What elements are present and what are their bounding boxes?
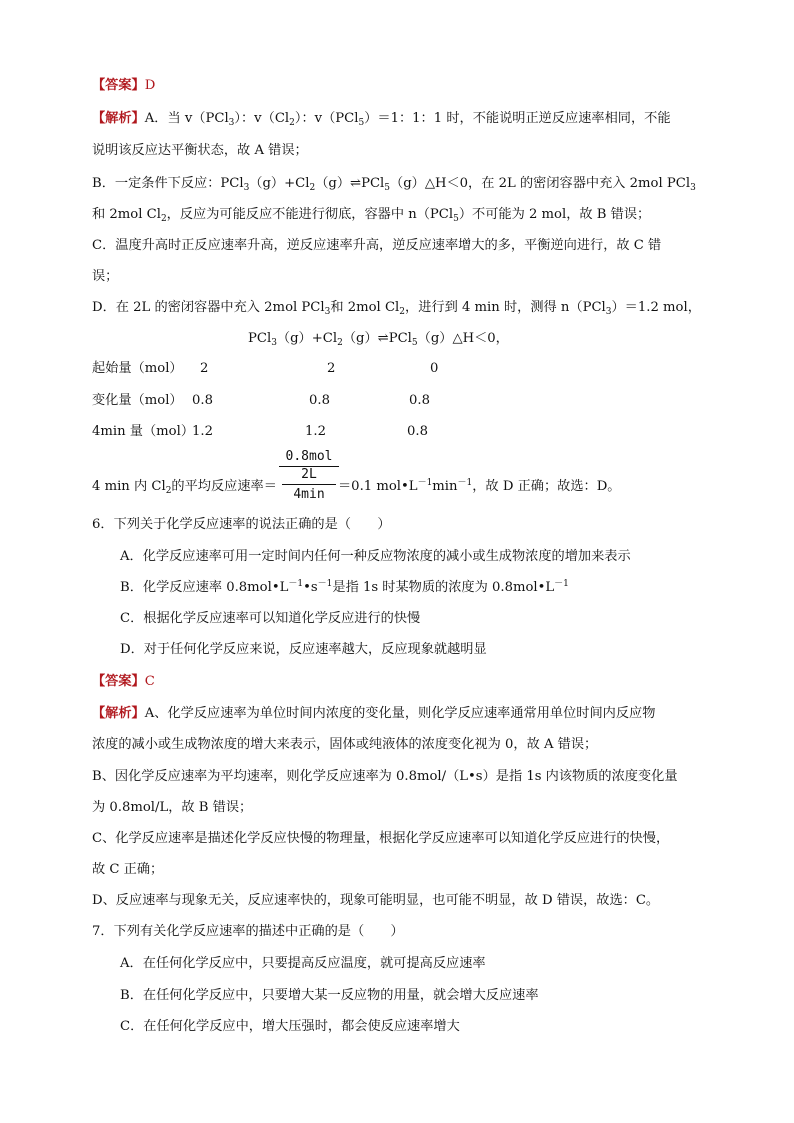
q6-analysis-line-4: 为 0.8mol/L，故 B 错误； bbox=[92, 800, 253, 815]
rate-fraction bbox=[279, 449, 339, 505]
q5-analysis-line-7: D．在 2L 的密闭容器中充入 2mol PCl$_3$和 2mol $Cl_2$，进行到 4 min 时，测得 n（PCl$_3$）＝1.2 mol， bbox=[92, 300, 701, 317]
q6-stem: 6．下列关于化学反应速率的说法正确的是（ ） bbox=[92, 517, 391, 532]
q6-option-b: B．化学反应速率 $0.8mol•L^{-1}•s^{-1}$是指 1s 时某物质的浓度为 $0.8mol•L^{-1}$ bbox=[120, 579, 569, 595]
table-cell: 0.8 bbox=[407, 424, 428, 439]
answer-label: 【答案】 bbox=[92, 78, 145, 93]
q5-analysis-line-4: 和 2mol $Cl_2$，反应为可能反应不能进行彻底，容器中 n（PCl$_5$）不可能为 2 mol，故 B 错误； bbox=[92, 207, 651, 224]
table-cell: 1.2 bbox=[192, 424, 213, 439]
q6-analysis-line-3: B、因化学反应速率为平均速率，则化学反应速率为 0.8mol/（L•s）是指 1s 内该物质的浓度变化量 bbox=[92, 769, 678, 784]
q6-analysis-line-7: D、反应速率与现象无关，反应速率快的，现象可能明显，也可能不明显，故 D 错误，故选：C。 bbox=[92, 893, 660, 908]
q7-option-b: B．在任何化学反应中，只要增大某一反应物的用量，就会增大反应速率 bbox=[120, 988, 539, 1003]
reaction-equation: $PCl_3(g)+Cl_2(g)\rightleftharpoons PCl_5(g)\triangle H<0$， bbox=[248, 331, 509, 348]
q5-analysis-line-3: B．一定条件下反应：$PCl_3(g)+Cl_2(g)\rightleftharpoons PCl_5(g)\triangle H<0$，在 2L 的密闭容器中充入 2mol PCl$_3$ bbox=[92, 176, 696, 193]
q5-analysis-line-5: C．温度升高时正反应速率升高，逆反应速率升高，逆反应速率增大的多，平衡逆向进行，故 C 错 bbox=[92, 238, 662, 253]
q6-analysis-line-6: 故 C 正确； bbox=[92, 862, 164, 877]
table-row: 4min 量（mol） bbox=[92, 424, 195, 439]
q5-analysis-line-1: 【解析】A．当 v（PCl$_3$）：$v(Cl_2)$：v（PCl$_5$）＝1：1：1 时，不能说明正逆反应速率相同，不能 bbox=[92, 111, 671, 128]
frac-bar-2 bbox=[282, 484, 336, 485]
table-cell: 0 bbox=[430, 361, 439, 376]
q6-option-d: D．对于任何化学反应来说，反应速率越大，反应现象就越明显 bbox=[120, 642, 487, 657]
table-row: 变化量（mol） bbox=[92, 393, 183, 408]
table-cell: 0.8 bbox=[309, 393, 330, 408]
q7-option-a: A．在任何化学反应中，只要提高反应温度，就可提高反应速率 bbox=[120, 956, 486, 971]
table-cell: 0.8 bbox=[192, 393, 213, 408]
frac-inner-denominator: 2L bbox=[301, 467, 317, 482]
rate-result: ＝0.1 $mol•L^{-1}\min^{-1}$，故 D 正确；故选：D。 bbox=[338, 478, 621, 494]
table-row: 起始量（mol） bbox=[92, 361, 183, 376]
q6-analysis-line-2: 浓度的减小或生成物浓度的增大来表示，固体或纯液体的浓度变化视为 0，故 A 错误； bbox=[92, 737, 598, 752]
analysis-label: 【解析】 bbox=[92, 111, 145, 126]
frac-denominator: 4min bbox=[293, 487, 325, 502]
analysis-label: 【解析】 bbox=[92, 706, 145, 721]
table-cell: 2 bbox=[327, 361, 336, 376]
q5-analysis-line-2: 说明该反应达平衡状态，故 A 错误； bbox=[92, 143, 308, 158]
answer-value: C bbox=[144, 674, 155, 689]
answer-value: D bbox=[144, 78, 156, 93]
q5-analysis-line-6: 误； bbox=[92, 269, 119, 284]
q6-analysis-line-5: C、化学反应速率是描述化学反应快慢的物理量，根据化学反应速率可以知道化学反应进行的快慢， bbox=[92, 831, 670, 846]
q6-option-c: C．根据化学反应速率可以知道化学反应进行的快慢 bbox=[120, 611, 421, 626]
q6-option-a: A．化学反应速率可用一定时间内任何一种反应物浓度的减小或生成物浓度的增加来表示 bbox=[120, 549, 631, 564]
q5-answer-line bbox=[92, 77, 155, 95]
q6-answer-line bbox=[92, 673, 155, 691]
answer-label: 【答案】 bbox=[92, 674, 145, 689]
table-cell: 1.2 bbox=[305, 424, 326, 439]
q6-analysis-line-1: 【解析】A、化学反应速率为单位时间内浓度的变化量，则化学反应速率通常用单位时间内反应物 bbox=[92, 706, 656, 721]
table-cell: 0.8 bbox=[409, 393, 430, 408]
table-cell: 2 bbox=[200, 361, 209, 376]
rate-prefix: 4 min 内 $Cl_2$的平均反应速率＝ bbox=[92, 479, 277, 496]
q7-option-c: C．在任何化学反应中，增大压强时，都会使反应速率增大 bbox=[120, 1019, 460, 1034]
frac-numerator: 0.8mol bbox=[285, 449, 333, 464]
q7-stem: 7．下列有关化学反应速率的描述中正确的是（ ） bbox=[92, 924, 404, 939]
